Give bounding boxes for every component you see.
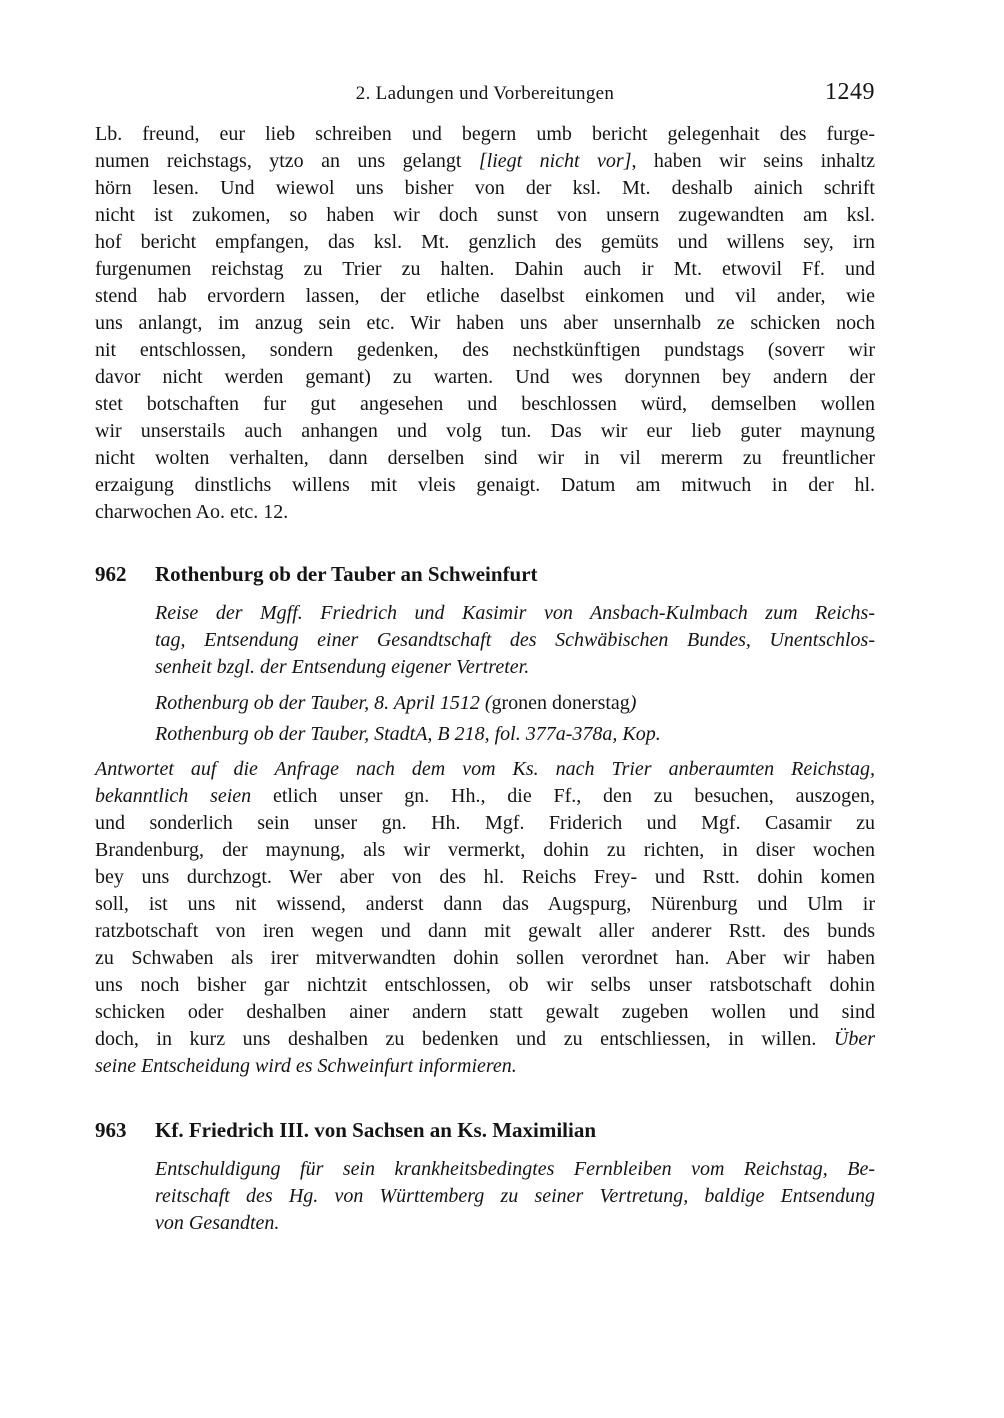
text-line: schicken oder deshalben ainer andern statt gewalt zugeben wollen und sind — [95, 1001, 875, 1023]
text-line: hof bericht empfangen, das ksl. Mt. genzlich des gemüts und willens sey, irn — [95, 231, 875, 253]
entry-title: Kf. Friedrich III. von Sachsen an Ks. Maximilian — [155, 1118, 597, 1142]
section-heading: 2. Ladungen und Vorbereitungen — [355, 83, 615, 104]
text-line: Brandenburg, der maynung, als wir vermerkt, dohin zu richten, in diser wochen — [95, 839, 875, 861]
text-line: und sonderlich sein unser gn. Hh. Mgf. Friderich und Mgf. Casamir zu — [95, 812, 875, 834]
running-head — [95, 80, 875, 106]
text-line: Lb. freund, eur lieb schreiben und begern umb bericht gelegenhait des furge- — [95, 123, 875, 145]
entry-number: 963 — [95, 1118, 127, 1142]
entry-body-text — [95, 756, 875, 1080]
text-line: ratzbotschaft von iren wegen und dann mit gewalt aller anderer Rstt. des bunds — [95, 920, 875, 942]
text-line: Entschuldigung für sein krankheitsbedingtes Fernbleiben vom Reichstag, Be- — [155, 1158, 875, 1180]
text-line: bey uns durchzogt. Wer aber von des hl. Reichs Frey- und Rstt. dohin komen — [95, 866, 875, 888]
text-line: davor nicht werden gemant) zu warten. Und wes dorynnen bey andern der — [95, 366, 875, 388]
text-line: bekanntlich seien etlich unser gn. Hh., die Ff., den zu besuchen, auszogen, — [95, 785, 875, 807]
entry-962-front-matter — [155, 600, 875, 748]
page-number: 1249 — [825, 79, 875, 105]
text-line: furgenumen reichstag zu Trier zu halten. Dahin auch ir Mt. etwovil Ff. und — [95, 258, 875, 280]
text-line: charwochen Ao. etc. 12. — [95, 501, 289, 523]
text-line: stet botschaften fur gut angesehen und beschlossen würd, demselben wollen — [95, 393, 875, 415]
text-line: Antwortet auf die Anfrage nach dem vom Ks. nach Trier anberaumten Reichstag, — [95, 758, 875, 780]
text-line: nicht wolten verhalten, dann derselben sind wir in vil mererm zu freuntlicher — [95, 447, 875, 469]
text-line: erzaigung dinstlichs willens mit vleis genaigt. Datum am mitwuch in der hl. — [95, 474, 875, 496]
entry-heading-962 — [95, 560, 875, 588]
text-line: soll, ist uns nit wissend, anderst dann das Augspurg, Nürenburg und Ulm ir — [95, 893, 875, 915]
text-line: Reise der Mgff. Friedrich und Kasimir von Ansbach-Kulmbach zum Reichs- — [155, 602, 875, 624]
text-line: Rothenburg ob der Tauber, 8. April 1512 (gronen donerstag) — [155, 692, 637, 714]
text-line: senheit bzgl. der Entsendung eigener Vertreter. — [155, 656, 530, 678]
intro-paragraph — [95, 121, 875, 526]
text-line: hörn lesen. Und wiewol uns bisher von der ksl. Mt. deshalb ainich schrift — [95, 177, 875, 199]
entry-archive-source: Rothenburg ob der Tauber, StadtA, B 218, fol. 377a-378a, Kop. — [155, 723, 661, 745]
text-line: seine Entscheidung wird es Schweinfurt informieren. — [95, 1055, 517, 1077]
entry-963 — [95, 1116, 875, 1237]
text-line: uns anlangt, im anzug sein etc. Wir haben uns aber unsernhalb ze schicken noch — [95, 312, 875, 334]
entry-dateline — [155, 690, 875, 717]
entry-heading-963 — [95, 1116, 875, 1144]
text-line: nit entschlossen, sondern gedenken, des nechstkünftigen pundstags (soverr wir — [95, 339, 875, 361]
entry-963-front-matter — [155, 1156, 875, 1237]
entry-962 — [95, 560, 875, 1080]
entry-title: Rothenburg ob der Tauber an Schweinfurt — [155, 562, 538, 586]
entry-summary — [155, 1156, 875, 1237]
text-line: von Gesandten. — [155, 1212, 280, 1234]
entry-number: 962 — [95, 562, 127, 586]
text-line: doch, in kurz uns deshalben zu bedenken und zu entschliessen, in willen. Über — [95, 1028, 875, 1050]
text-line: wir unserstails auch anhangen und volg tun. Das wir eur lieb guter maynung — [95, 420, 875, 442]
text-line: numen reichstags, ytzo an uns gelangt [liegt nicht vor], haben wir seins inhaltz — [95, 150, 875, 172]
text-line: zu Schwaben als irer mitverwandten dohin sollen verordnet han. Aber wir haben — [95, 947, 875, 969]
text-line: nicht ist zukomen, so haben wir doch sunst von unsern zugewandten am ksl. — [95, 204, 875, 226]
entry-summary — [155, 600, 875, 681]
text-line: reitschaft des Hg. von Württemberg zu seiner Vertretung, baldige Entsendung — [155, 1185, 875, 1207]
text-line: tag, Entsendung einer Gesandtschaft des Schwäbischen Bundes, Unentschlos- — [155, 629, 875, 651]
text-line: stend hab ervordern lassen, der etliche daselbst einkomen und vil ander, wie — [95, 285, 875, 307]
text-line: uns noch bisher gar nichtzit entschlossen, ob wir selbs unser ratsbotschaft dohin — [95, 974, 875, 996]
